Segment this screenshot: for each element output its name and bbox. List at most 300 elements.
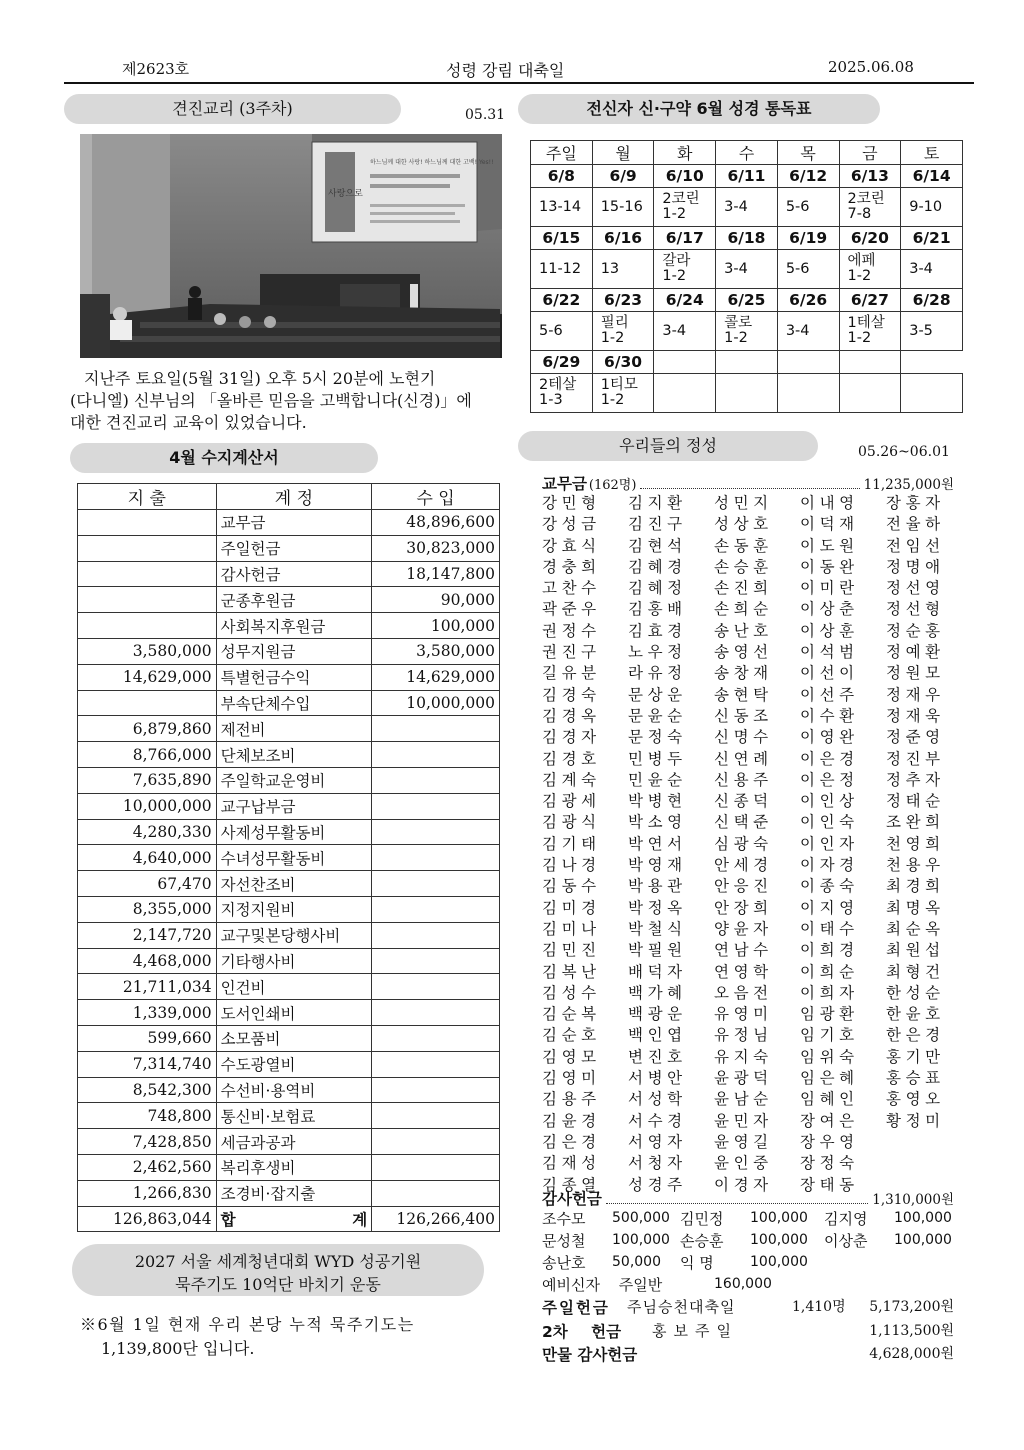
issue-number: 제2623호	[122, 60, 190, 78]
reading-cell	[839, 250, 901, 289]
reading-text: 2테살	[539, 377, 577, 393]
donor-row	[542, 1047, 954, 1068]
donor-name: 천용우	[886, 856, 945, 875]
donor-name: 성경주	[628, 1175, 687, 1194]
reading-text: 1티모	[600, 377, 638, 393]
donor-name: 이인자	[800, 834, 859, 853]
header-rule	[64, 82, 974, 84]
reading-text: 13-14	[539, 198, 582, 215]
donor-name: 서병안	[628, 1069, 687, 1088]
kyomu-line	[542, 472, 954, 494]
account-cell: 도서인쇄비	[216, 1000, 372, 1026]
reading-cell	[592, 374, 654, 413]
donor-name: 박소영	[628, 813, 687, 832]
reading-cell	[654, 188, 716, 227]
donor-name: 강효식	[542, 536, 601, 555]
expense-cell: 748,800	[78, 1103, 217, 1129]
income-cell	[372, 1051, 500, 1077]
donor-name-list	[542, 493, 954, 1196]
expense-cell: 21,711,034	[78, 974, 217, 1000]
donor-row	[542, 663, 954, 684]
donor-row	[542, 514, 954, 535]
second-label: 2차 헌금	[542, 1323, 622, 1341]
donor-name: 이수환	[800, 706, 859, 725]
confirmation-title: 견진교리 (3주차)	[64, 94, 401, 124]
account-cell: 수녀성무활동비	[216, 845, 372, 871]
account-cell: 조경비·잡지출	[216, 1180, 372, 1206]
finance-row	[78, 793, 500, 819]
donor-name: 정준영	[886, 728, 945, 747]
thanks-donor-name: 손승훈	[680, 1232, 724, 1250]
header-expense: 지 출	[78, 484, 217, 510]
expense-cell: 14,629,000	[78, 664, 217, 690]
donor-name: 백인엽	[628, 1026, 687, 1045]
donor-row	[542, 536, 954, 557]
expense-cell	[78, 690, 217, 716]
date-cell: 6/24	[654, 289, 716, 312]
account-cell: 제전비	[216, 716, 372, 742]
total-income: 126,266,400	[372, 1206, 500, 1232]
donor-name: 손진희	[714, 579, 773, 598]
donor-name: 김광식	[542, 813, 601, 832]
donor-name: 문정숙	[628, 728, 687, 747]
donor-name: 고찬수	[542, 579, 601, 598]
reading-text: 3-4	[909, 260, 933, 277]
finance-row	[78, 922, 500, 948]
day-header: 수	[716, 141, 778, 165]
date-cell: 6/26	[777, 289, 839, 312]
account-cell: 단체보조비	[216, 742, 372, 768]
donor-row	[542, 578, 954, 599]
donor-name: 김미경	[542, 898, 601, 917]
svg-text:하느님께 대한 사랑! 하느님께 대한 고백! Yes!!	[370, 158, 494, 166]
finance-row	[78, 510, 500, 536]
finance-row	[78, 1180, 500, 1206]
donor-row	[542, 919, 954, 940]
reading-cell	[531, 374, 593, 413]
donor-name: 이덕재	[800, 515, 859, 534]
finance-row	[78, 613, 500, 639]
reading-text: 1-2	[724, 330, 748, 346]
thanks-leader	[606, 1194, 868, 1204]
donor-name: 윤남순	[714, 1090, 773, 1109]
thanks-donor-name: 조수모	[542, 1210, 586, 1228]
donor-name: 이경자	[714, 1175, 773, 1194]
donor-name: 정재우	[886, 685, 945, 704]
day-header: 화	[654, 141, 716, 165]
finance-row	[78, 535, 500, 561]
day-header: 금	[839, 141, 901, 165]
date-cell: 6/23	[592, 289, 654, 312]
date-cell: 6/22	[531, 289, 593, 312]
day-header: 목	[777, 141, 839, 165]
donor-name: 서성학	[628, 1090, 687, 1109]
schedule-day-row	[531, 141, 963, 165]
finance-row	[78, 1103, 500, 1129]
day-header: 월	[592, 141, 654, 165]
donor-name: 장태동	[800, 1175, 859, 1194]
date-cell	[654, 351, 716, 374]
reading-cell	[777, 312, 839, 351]
date-cell	[716, 351, 778, 374]
income-cell: 14,629,000	[372, 664, 500, 690]
donor-name: 강성금	[542, 515, 601, 534]
thanks-donor-amount: 100,000	[750, 1210, 808, 1226]
income-cell: 100,000	[372, 613, 500, 639]
donor-name: 임기호	[800, 1026, 859, 1045]
donor-name: 김경자	[542, 728, 601, 747]
income-cell	[372, 1103, 500, 1129]
date-cell: 6/18	[716, 227, 778, 250]
date-cell: 6/27	[839, 289, 901, 312]
finance-row	[78, 1077, 500, 1103]
date-cell: 6/19	[777, 227, 839, 250]
donor-name: 최경희	[886, 877, 945, 896]
donor-name: 김혜정	[628, 579, 687, 598]
account-cell: 지정지원비	[216, 896, 372, 922]
donor-name: 김영모	[542, 1047, 601, 1066]
donor-name: 양윤자	[714, 919, 773, 938]
donor-row	[542, 1025, 954, 1046]
date-cell: 6/17	[654, 227, 716, 250]
slide-subtitle: 하느님께 대한 사랑! 하느님께 대한 고백! Yes!!	[370, 159, 494, 166]
reading-cell	[716, 374, 778, 413]
expense-cell: 8,355,000	[78, 896, 217, 922]
donor-name: 김경호	[542, 749, 601, 768]
donor-name: 김나경	[542, 856, 601, 875]
donor-name: 신종덕	[714, 792, 773, 811]
thanks-donor-amount: 100,000	[750, 1254, 808, 1270]
sunday-name: 주님승천대축일	[627, 1298, 736, 1316]
donor-row	[542, 599, 954, 620]
thanks-donor-amount: 100,000	[894, 1210, 952, 1226]
date-cell	[839, 351, 901, 374]
finance-row	[78, 1154, 500, 1180]
reading-text: 콜로	[724, 315, 753, 331]
income-cell	[372, 742, 500, 768]
donor-name: 박병현	[628, 792, 687, 811]
donor-name: 경충희	[542, 557, 601, 576]
expense-cell: 2,147,720	[78, 922, 217, 948]
donor-name: 백가혜	[628, 983, 687, 1002]
donor-name: 윤인중	[714, 1154, 773, 1173]
donor-name: 김경옥	[542, 706, 601, 725]
donor-name: 정선영	[886, 579, 945, 598]
reading-text: 5-6	[785, 198, 810, 215]
donor-row	[542, 1132, 954, 1153]
harvest-offering-line	[542, 1343, 954, 1365]
income-cell	[372, 974, 500, 1000]
account-cell: 교구및본당행사비	[216, 922, 372, 948]
reading-text: 11-12	[539, 260, 582, 277]
schedule-reading-row	[531, 374, 963, 413]
income-cell	[372, 793, 500, 819]
donor-name: 심광숙	[714, 834, 773, 853]
income-cell: 18,147,800	[372, 561, 500, 587]
donor-row	[542, 834, 954, 855]
donor-row	[542, 855, 954, 876]
account-cell: 인건비	[216, 974, 372, 1000]
reading-text: 3-5	[909, 322, 933, 339]
reading-text: 갈라	[662, 253, 691, 269]
thanks-donor-amount: 100,000	[894, 1232, 952, 1248]
rosary-line-1: ※6월 1일 현재 우리 본당 누적 묵주기도는	[80, 1315, 415, 1334]
donor-name: 홍승표	[886, 1069, 945, 1088]
expense-cell: 1,339,000	[78, 1000, 217, 1026]
finance-row	[78, 1129, 500, 1155]
donor-row	[542, 1153, 954, 1174]
donor-name: 한윤호	[886, 1005, 945, 1024]
reading-cell	[592, 188, 654, 227]
schedule-reading-row	[531, 312, 963, 351]
schedule-reading-row	[531, 188, 963, 227]
donor-name: 이내영	[800, 494, 859, 512]
donor-name: 연남수	[714, 941, 773, 960]
donor-name: 라유정	[628, 664, 687, 683]
donor-name: 정예환	[886, 643, 945, 662]
finance-row	[78, 587, 500, 613]
donor-name: 박정옥	[628, 898, 687, 917]
donor-name: 변진호	[628, 1047, 687, 1066]
date-cell: 6/30	[592, 351, 654, 374]
finance-table	[77, 483, 500, 1232]
reading-cell	[531, 250, 593, 289]
reading-cell	[901, 312, 963, 351]
donor-name: 이영완	[800, 728, 859, 747]
donor-name: 임은혜	[800, 1069, 859, 1088]
income-cell	[372, 845, 500, 871]
thanks-donor-amount: 160,000	[714, 1276, 772, 1292]
thanks-row	[542, 1252, 954, 1274]
expense-cell: 4,280,330	[78, 819, 217, 845]
expense-cell: 599,660	[78, 1025, 217, 1051]
confirmation-date: 05.31	[465, 107, 506, 123]
donor-row	[542, 749, 954, 770]
reading-text: 2코린	[847, 191, 885, 207]
reading-cell	[716, 312, 778, 351]
donor-name: 송난호	[714, 621, 773, 640]
kyomu-label: 교무금	[542, 474, 587, 493]
date-cell: 6/15	[531, 227, 593, 250]
donor-name: 김기태	[542, 834, 601, 853]
donor-name: 김동수	[542, 877, 601, 896]
second-amount: 1,113,500원	[869, 1323, 954, 1339]
confirmation-line-3: 대한 견진교리 교육이 있었습니다.	[70, 413, 307, 432]
date-cell: 6/28	[901, 289, 963, 312]
reading-cell	[777, 250, 839, 289]
donor-name: 송현탁	[714, 685, 773, 704]
thanks-row	[542, 1274, 954, 1296]
reading-text: 1테살	[847, 315, 885, 331]
donor-name: 장홍자	[886, 494, 945, 512]
finance-row	[78, 948, 500, 974]
reading-text: 13	[600, 260, 620, 277]
bulletin-date: 2025.06.08	[828, 58, 914, 76]
sunday-label: 주일헌금	[542, 1299, 610, 1317]
donor-name: 김성수	[542, 983, 601, 1002]
reading-cell	[901, 374, 963, 413]
donor-name: 이상춘	[800, 600, 859, 619]
total-label: 합 계	[216, 1206, 372, 1232]
thanks-row	[542, 1230, 954, 1252]
account-cell: 군종후원금	[216, 587, 372, 613]
donor-name: 유지숙	[714, 1047, 773, 1066]
donor-name: 정순홍	[886, 621, 945, 640]
account-cell: 통신비·보험료	[216, 1103, 372, 1129]
finance-row	[78, 871, 500, 897]
thanks-donor-name: 김지영	[824, 1210, 868, 1228]
thanks-line	[542, 1187, 954, 1209]
thanks-donor-name: 익 명	[680, 1254, 714, 1272]
wyd-line-1: 2027 서울 세계청년대회 WYD 성공기원	[134, 1252, 422, 1271]
account-cell: 주일학교운영비	[216, 767, 372, 793]
donor-name: 김현석	[628, 536, 687, 555]
reading-text: 필리	[600, 315, 629, 331]
expense-cell: 8,542,300	[78, 1077, 217, 1103]
reading-cell	[531, 312, 593, 351]
donor-name: 이종숙	[800, 877, 859, 896]
income-cell: 30,823,000	[372, 535, 500, 561]
finance-total-row	[78, 1206, 500, 1232]
donor-name: 손승훈	[714, 557, 773, 576]
donor-name: 이상훈	[800, 621, 859, 640]
donor-name: 신동조	[714, 706, 773, 725]
donor-name: 길유분	[542, 664, 601, 683]
confirmation-photo	[80, 134, 502, 358]
donor-name: 정추자	[886, 770, 945, 789]
reading-cell	[654, 312, 716, 351]
kyomu-leader	[640, 479, 859, 489]
account-cell: 부속단체수입	[216, 690, 372, 716]
day-header: 주일	[531, 141, 593, 165]
harvest-amount: 4,628,000원	[869, 1346, 954, 1362]
income-cell	[372, 1129, 500, 1155]
finance-row	[78, 664, 500, 690]
donor-name: 이선주	[800, 685, 859, 704]
expense-cell	[78, 587, 217, 613]
sunday-offering-line	[542, 1296, 954, 1318]
expense-cell: 1,266,830	[78, 1180, 217, 1206]
donor-name: 홍영오	[886, 1090, 945, 1109]
income-cell	[372, 716, 500, 742]
donor-name: 김윤경	[542, 1111, 601, 1130]
donor-name: 윤영길	[714, 1132, 773, 1151]
reading-text: 1-2	[847, 330, 872, 346]
reading-text: 1-2	[847, 268, 872, 284]
reading-cell	[777, 188, 839, 227]
income-cell	[372, 1180, 500, 1206]
finance-row	[78, 896, 500, 922]
expense-cell: 3,580,000	[78, 638, 217, 664]
donor-name: 김은경	[542, 1132, 601, 1151]
slide-title: 사랑으로	[328, 189, 363, 199]
finance-row	[78, 561, 500, 587]
expense-cell: 10,000,000	[78, 793, 217, 819]
account-cell: 사제성무활동비	[216, 819, 372, 845]
reading-text: 1-2	[600, 392, 625, 408]
expense-cell: 7,314,740	[78, 1051, 217, 1077]
income-cell	[372, 871, 500, 897]
finance-row	[78, 690, 500, 716]
donor-name: 임위숙	[800, 1047, 859, 1066]
donor-row	[542, 940, 954, 961]
donor-name	[886, 1153, 952, 1174]
reading-cell	[716, 188, 778, 227]
expense-cell	[78, 613, 217, 639]
thanks-donor-name: 이상춘	[824, 1232, 868, 1250]
donor-name: 김용주	[542, 1090, 601, 1109]
account-cell: 특별헌금수익	[216, 664, 372, 690]
donor-name: 김경숙	[542, 685, 601, 704]
donor-name: 천영희	[886, 834, 945, 853]
finance-row	[78, 716, 500, 742]
expense-cell	[78, 535, 217, 561]
donor-name: 김홍배	[628, 600, 687, 619]
thanks-amount: 1,310,000원	[872, 1192, 954, 1208]
second-name: 홍보주일	[652, 1322, 738, 1340]
account-cell: 사회복지후원금	[216, 613, 372, 639]
reading-text: 2코린	[662, 191, 700, 207]
account-cell: 소모품비	[216, 1025, 372, 1051]
donor-row	[542, 770, 954, 791]
reading-text: 3-4	[662, 322, 687, 339]
schedule-date-row	[531, 227, 963, 250]
date-cell: 6/20	[839, 227, 901, 250]
thanks-donor-amount: 500,000	[612, 1210, 670, 1226]
donor-name: 이은경	[800, 749, 859, 768]
day-header: 토	[901, 141, 963, 165]
reading-text: 1-2	[662, 268, 687, 284]
svg-text:사랑으로	[328, 187, 363, 199]
donor-name: 유영미	[714, 1005, 773, 1024]
reading-cell	[592, 250, 654, 289]
date-cell: 6/8	[531, 165, 593, 188]
donor-name: 이도원	[800, 536, 859, 555]
reading-cell	[716, 250, 778, 289]
schedule-reading-row	[531, 250, 963, 289]
donor-name: 전임선	[886, 536, 945, 555]
donor-name: 정원모	[886, 664, 945, 683]
donor-name: 신용주	[714, 770, 773, 789]
donor-name: 정진부	[886, 749, 945, 768]
expense-cell: 4,640,000	[78, 845, 217, 871]
income-cell: 10,000,000	[372, 690, 500, 716]
donor-name: 신연례	[714, 749, 773, 768]
donor-name: 이동완	[800, 557, 859, 576]
header-income: 수 입	[372, 484, 500, 510]
expense-cell: 6,879,860	[78, 716, 217, 742]
offerings-title: 우리들의 정성	[518, 431, 818, 461]
income-cell: 48,896,600	[372, 510, 500, 536]
reading-text: 1-2	[662, 206, 687, 222]
thanks-label: 감사헌금	[542, 1189, 602, 1208]
donor-name: 서영자	[628, 1132, 687, 1151]
date-cell: 6/12	[777, 165, 839, 188]
reading-cell	[592, 312, 654, 351]
donor-name: 한성순	[886, 983, 945, 1002]
donor-name: 배덕자	[628, 962, 687, 981]
donor-name: 장여은	[800, 1111, 859, 1130]
donor-name: 박영재	[628, 856, 687, 875]
donor-row	[542, 962, 954, 983]
finance-row	[78, 1051, 500, 1077]
date-cell: 6/13	[839, 165, 901, 188]
donor-name: 문윤순	[628, 706, 687, 725]
donor-name: 김복난	[542, 962, 601, 981]
thanks-donor-name: 김민정	[680, 1210, 724, 1228]
thanks-donor-name: 문성철	[542, 1232, 586, 1250]
reading-cell	[531, 188, 593, 227]
